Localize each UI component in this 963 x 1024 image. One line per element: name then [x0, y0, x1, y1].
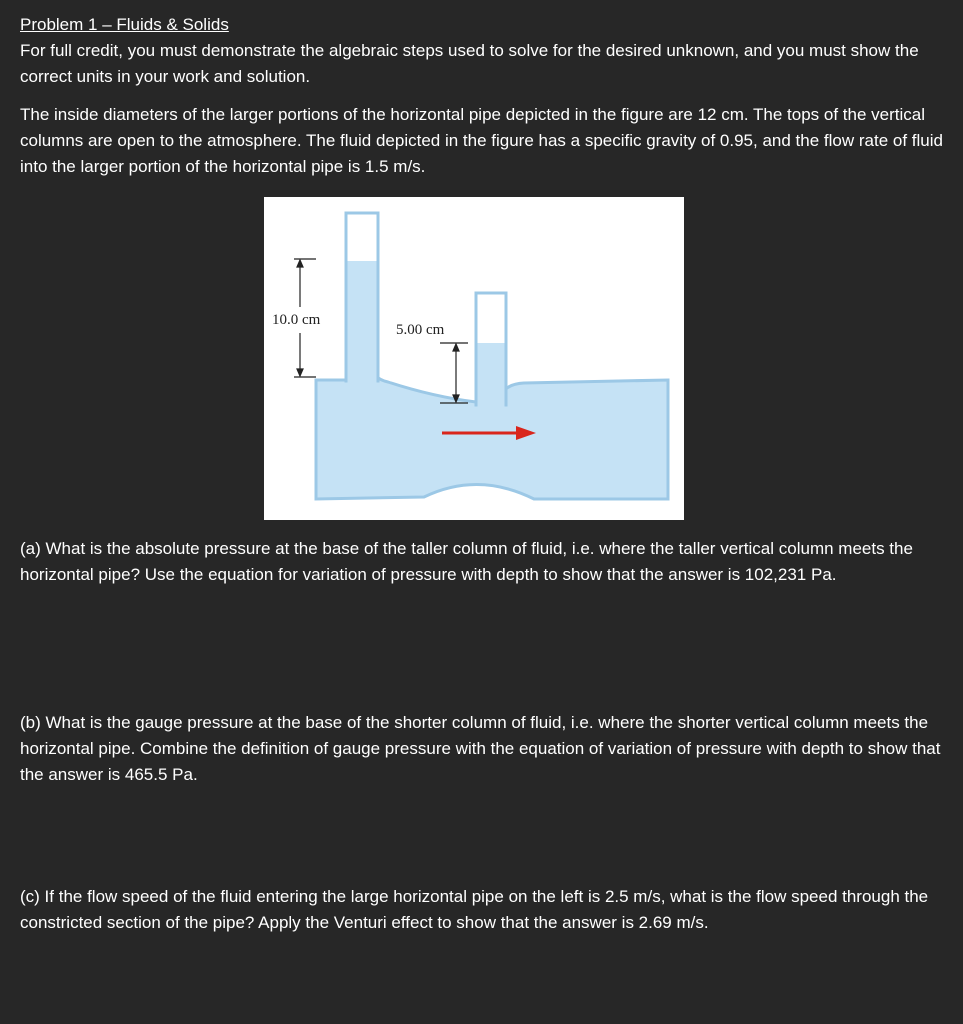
short-column-fluid — [478, 343, 505, 407]
problem-header — [20, 12, 945, 180]
question-b: (b) What is the gauge pressure at the base of the shorter column of fluid, i.e. where the shorter vertical column meets the horizontal pipe. Combine the definition of gauge pressure with the equation of variation of pressure with depth to show that the answer is 465.5 Pa. — [20, 713, 941, 784]
problem-instructions: For full credit, you must demonstrate the algebraic steps used to solve for the desired unknown, and you must show the correct units in your work and solution. — [20, 41, 919, 86]
problem-setup: The inside diameters of the larger portions of the horizontal pipe depicted in the figure are 12 cm. The tops of the vertical columns are open to the atmosphere. The fluid depicted in the figure has a specific gravity of 0.95, and the flow rate of fluid into the larger portion of the horizontal pipe is 1.5 m/s. — [20, 105, 943, 176]
venturi-figure — [264, 197, 684, 520]
question-a: (a) What is the absolute pressure at the base of the taller column of fluid, i.e. where the taller vertical column meets the horizontal pipe? Use the equation for variation of pressure with depth to show that the answer is 102,231 Pa. — [20, 539, 913, 584]
problem-title: Problem 1 – Fluids & Solids — [20, 15, 229, 34]
short-dimension — [440, 343, 468, 403]
short-column-label: 5.00 cm — [396, 322, 445, 338]
tall-column-fluid — [348, 261, 377, 383]
venturi-diagram — [264, 197, 684, 520]
question-c: (c) If the flow speed of the fluid entering the large horizontal pipe on the left is 2.5 m/s, what is the flow speed through the constricted section of the pipe? Apply the Venturi effect to show that the answer is 2.69 m/s. — [20, 887, 929, 932]
tall-column-label: 10.0 cm — [272, 312, 321, 328]
